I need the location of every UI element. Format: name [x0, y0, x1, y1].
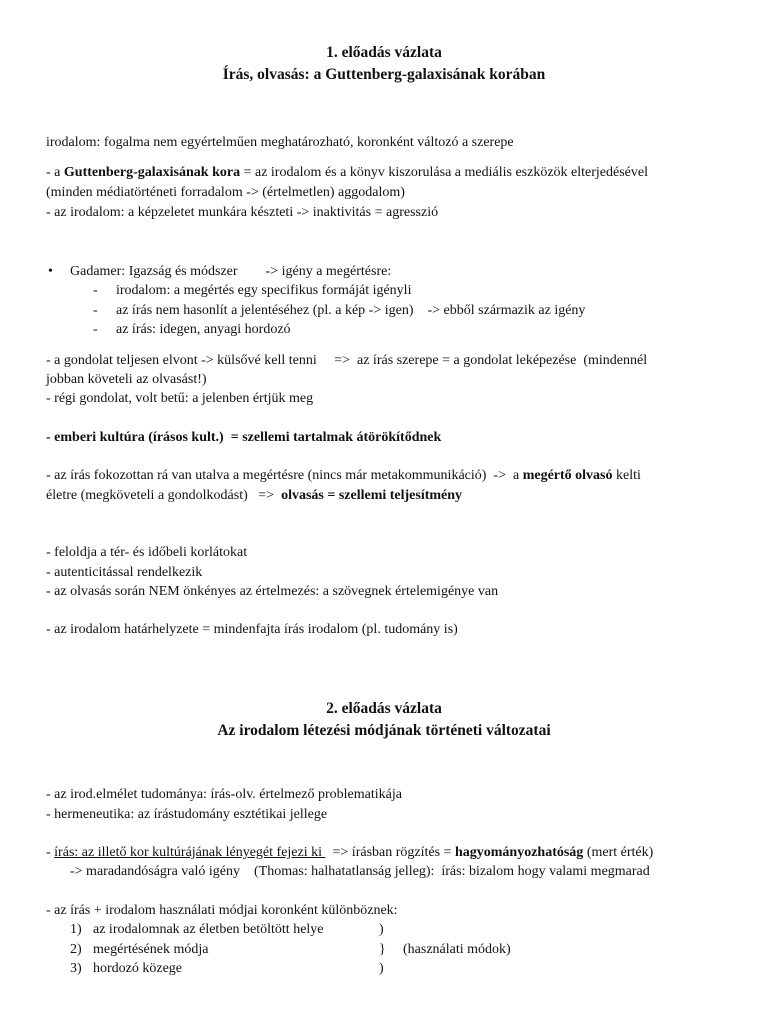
sub-dash-icon: -: [93, 322, 98, 337]
reliance-text-2: életre (megköveteli a gondolkodást) =>: [46, 488, 282, 503]
reading-achievement: olvasás = szellemi teljesítmény: [281, 488, 463, 503]
sub-dash-icon: -: [93, 283, 98, 298]
usage-item: hordozó közege: [93, 961, 183, 976]
lecture2-subtitle: Az irodalom létezési módjának történeti változatai: [217, 722, 551, 739]
reading-line: - az olvasás során NEM önkényes az értelmezés: a szövegnek értelemigénye van: [46, 584, 499, 599]
gutenberg-term: Guttenberg-galaxisának kora: [63, 165, 241, 180]
usage-intro-line: - az írás + irodalom használati módjai koronként különböznek:: [46, 903, 398, 918]
dissolves-line: - feloldja a tér- és időbeli korlátokat: [46, 545, 248, 560]
writing-line: [46, 843, 653, 862]
thought-line: - a gondolat teljesen elvont -> külsővé kell tenni => az írás szerepe = a gondolat leképezése (mindennél: [46, 353, 648, 368]
reliance-text: - az írás fokozottan rá van utalva a megértésre (nincs már metakommunikáció) -> a: [46, 468, 523, 483]
thought-line-2: jobban követeli az olvasást!): [46, 372, 207, 387]
authentic-line: - autenticitással rendelkezik: [46, 565, 203, 580]
intro-line: irodalom: fogalma nem egyértelműen meghatározható, koronként változó a szerepe: [46, 135, 514, 150]
theory-line: - az irod.elmélet tudománya: írás-olv. értelmező problematikája: [46, 787, 402, 802]
culture-line: - emberi kultúra (írásos kult.) = szellemi tartalmak átörökítődnek: [46, 430, 442, 445]
usage-number: 3): [70, 961, 82, 976]
permanence-line: -> maradandóságra való igény (Thomas: halhatatlanság jelleg): írás: bizalom hogy valami megmarad: [70, 864, 650, 879]
sub-dash-icon: -: [93, 303, 98, 318]
reliance-line-2: [46, 486, 462, 505]
hermeneutics-line: - hermeneutika: az írástudomány esztétikai jellege: [46, 807, 328, 822]
bullet-icon: •: [48, 264, 53, 279]
writing-definition: írás: az illető kor kultúrájának lényegét fejezi ki: [54, 845, 326, 860]
gutenberg-line-2: (minden médiatörténeti forradalom -> (értelmetlen) aggodalom): [46, 185, 405, 200]
gutenberg-line: [46, 163, 648, 182]
usage-brace: ): [379, 922, 384, 937]
writing-arrow: => írásban rögzítés =: [325, 845, 455, 860]
usage-brace: }: [379, 942, 386, 957]
lecture1-title: 1. előadás vázlata: [326, 44, 442, 61]
reliance-end: kelti: [612, 468, 641, 483]
gadamer-item: az írás nem hasonlít a jelentéséhez (pl. a kép -> igen) -> ebből származik az igény: [116, 303, 586, 318]
borderline-line: - az irodalom határhelyzete = mindenfajta írás irodalom (pl. tudomány is): [46, 622, 458, 637]
gutenberg-definition: = az irodalom és a könyv kiszorulása a mediális eszközök elterjedésével: [240, 165, 648, 180]
usage-note: (használati módok): [403, 942, 511, 957]
usage-item: megértésének módja: [93, 942, 209, 957]
gadamer-item: az írás: idegen, anyagi hordozó: [116, 322, 291, 337]
lecture1-subtitle: Írás, olvasás: a Guttenberg-galaxisának korában: [222, 66, 546, 83]
usage-number: 2): [70, 942, 82, 957]
old-thought-line: - régi gondolat, volt betű: a jelenben értjük meg: [46, 391, 314, 406]
gadamer-item: irodalom: a megértés egy specifikus formáját igényli: [116, 283, 412, 298]
imagination-line: - az irodalom: a képzeletet munkára készteti -> inaktivitás = agresszió: [46, 205, 439, 220]
usage-number: 1): [70, 922, 82, 937]
writing-dash: -: [46, 845, 55, 860]
tradition-term: hagyományozhatóság: [454, 845, 584, 860]
lecture2-title: 2. előadás vázlata: [326, 700, 442, 717]
reliance-line: [46, 466, 641, 485]
reliance-term: megértő olvasó: [522, 468, 613, 483]
writing-end: (mert érték): [583, 845, 654, 860]
usage-item: az irodalomnak az életben betöltött helye: [93, 922, 324, 937]
gutenberg-dash: - a: [46, 165, 64, 180]
usage-brace: ): [379, 961, 384, 976]
gadamer-line: Gadamer: Igazság és módszer -> igény a megértésre:: [70, 264, 392, 279]
